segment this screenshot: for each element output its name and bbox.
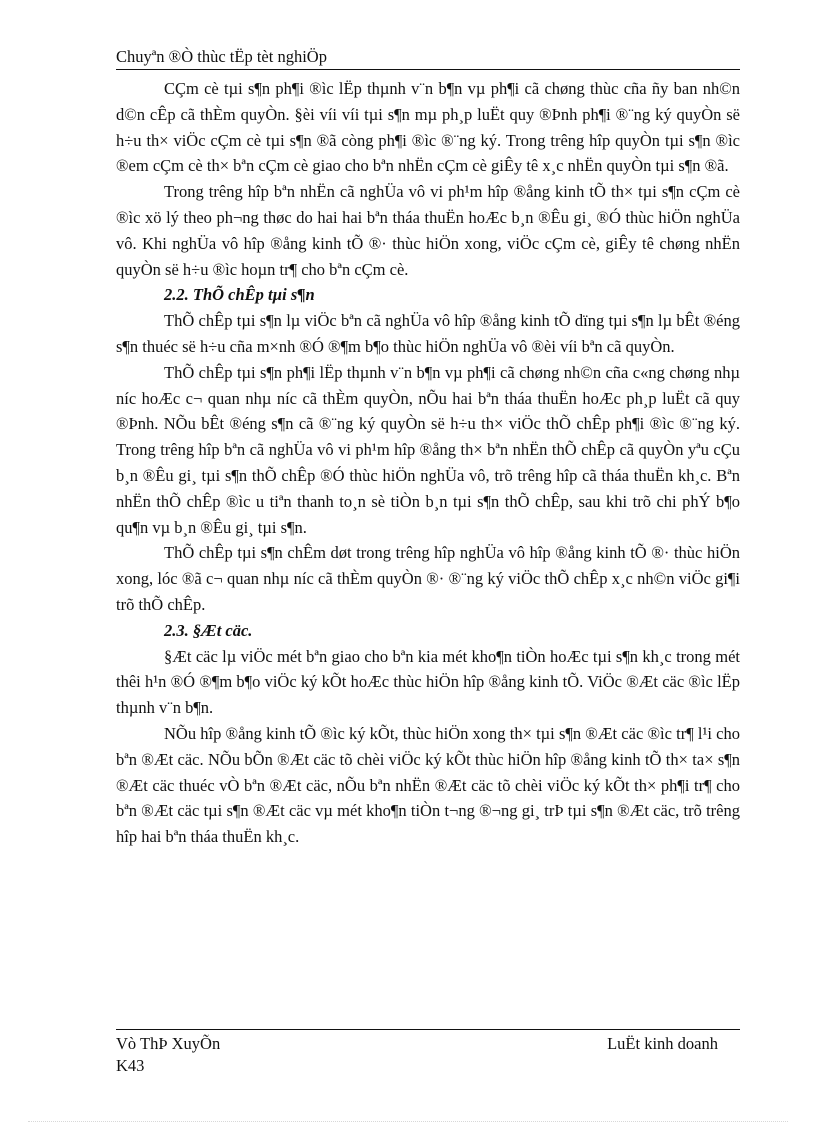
paragraph: CÇm cè tµi s¶n ph¶i ®ìc lËp thµnh v¨n b¶n vµ ph¶i cã chøng thùc cña ñy ban nh©n d©n cÊp cã thÈm quyÒn. §èi víi víi tµi s¶n mµ ph¸p luËt quy ®Þnh ph¶i ®¨ng ký quyÒn së h÷u th× viÖc cÇm cè tµi s¶n ®ã còng ph¶i ®ìc ®¨ng ký. Trong trêng hîp quyÒn tµi s¶n ®ìc ®em cÇm cè th× bªn cÇm cè giao cho bªn nhËn cÇm cè giÊy tê x¸c nhËn quyÒn tµi s¶n ®ã.: [116, 79, 740, 176]
section-heading-2-2: 2.2. ThÕ chÊp tµi s¶n: [164, 285, 315, 305]
paragraph: ThÕ chÊp tµi s¶n ph¶i lËp thµnh v¨n b¶n vµ ph¶i cã chøng nh©n cña c«ng chøng nhµ níc hoÆc c¬ quan nhµ níc cã thÈm quyÒn, nÕu hai bªn tháa thuËn hoÆc ph¸p luËt cã quy ®Þnh. NÕu bÊt ®éng s¶n cã ®¨ng ký quyÒn së h÷u th× viÖc thÕ chÊp ph¶i ®ìc ®¨ng ký. Trong trêng hîp bªn cã nghÜa vô vi ph¹m hîp ®ång th× bªn nhËn thÕ chÊp cã quyÒn yªu cÇu b¸n ®Êu gi¸ tµi s¶n thÕ chÊp ®Ó thùc hiÖn nghÜa vô, trõ trêng hîp cã tháa thuËn kh¸c. Bªn nhËn thÕ chÊp ®ìc u tiªn thanh to¸n sè tiÒn b¸n tµi s¶n thÕ chÊp, sau khi trõ chi phÝ b¶o qu¶n vµ b¸n ®Êu gi¸ tµi s¶n.: [116, 362, 740, 537]
footer-class-code: K43: [116, 1056, 145, 1075]
paragraph: §Æt cäc lµ viÖc mét bªn giao cho bªn kia mét kho¶n tiÒn hoÆc tµi s¶n kh¸c trong mét thêi h¹n ®Ó ®¶m b¶o viÖc ký kÕt hoÆc thùc hiÖn hîp ®ång kinh tÕ. ViÖc ®Æt cäc ®ìc lËp thµnh v¨n b¶n.: [116, 646, 740, 718]
page-header-title: Chuyªn ®Ò thùc tËp tèt nghiÖp: [116, 47, 327, 66]
footer-author: Vò ThÞ XuyÕn: [116, 1034, 221, 1053]
footer-author-block: [116, 1033, 220, 1077]
paragraph: ThÕ chÊp tµi s¶n chÊm døt trong trêng hîp nghÜa vô hîp ®ång kinh tÕ ®· thùc hiÖn xong, lóc ®ã c¬ quan nhµ níc cã thÈm quyÒn ®· ®¨ng ký viÖc thÕ chÊp x¸c nh©n viÖc gi¶i trõ thÕ chÊp.: [116, 543, 740, 614]
section-heading-2-3: 2.3. §Æt cäc.: [164, 620, 253, 640]
paragraph: NÕu hîp ®ång kinh tÕ ®ìc ký kÕt, thùc hiÖn xong th× tµi s¶n ®Æt cäc ®ìc tr¶ l¹i cho bªn ®Æt cäc. NÕu bÕn ®Æt cäc tõ chèi viÖc ký kÕt thùc hiÖn hîp ®ång kinh tÕ th× ta× s¶n ®Æt cäc thuéc vÒ bªn ®Æt cäc, nÕu bªn nhËn ®Æt cäc tõ chèi viÖc ký kÕt th× ph¶i tr¶ cho bªn ®Æt cäc tµi s¶n ®Æt cäc vµ mét kho¶n tiÒn t¬ng ®¬ng gi¸ trÞ tµi s¶n ®Æt cäc, trõ trêng hîp hai bªn tháa thuËn kh¸c.: [116, 723, 740, 847]
paragraph: ThÕ chÊp tµi s¶n lµ viÖc bªn cã nghÜa vô hîp ®ång kinh tÕ dïng tµi s¶n lµ bÊt ®éng s¶n thuéc së h÷u cña m×nh ®Ó ®¶m b¶o thùc hiÖn nghÜa vô ®èi víi bªn cã quyÒn.: [116, 311, 740, 356]
page-bottom-edge: [28, 1121, 788, 1122]
paragraph: Trong trêng hîp bªn nhËn cã nghÜa vô vi ph¹m hîp ®ång kinh tÕ th× tµi s¶n cÇm cè ®ìc xö lý theo ph¬ng thøc do hai hai bªn tháa thuËn hoÆc b¸n ®Êu gi¸ ®Ó thùc hiÖn nghÜa vô. Khi nghÜa vô hîp ®ång kinh tÕ ®· thùc hiÖn xong, viÖc cÇm cè, giÊy tê chøng nhËn quyÒn së h÷u ®ìc hoµn tr¶ cho bªn cÇm cè.: [116, 182, 740, 279]
document-body: [116, 76, 740, 850]
footer-rule: [116, 1029, 740, 1030]
footer-subject: LuËt kinh doanh: [607, 1034, 718, 1053]
header-rule: [116, 69, 740, 70]
